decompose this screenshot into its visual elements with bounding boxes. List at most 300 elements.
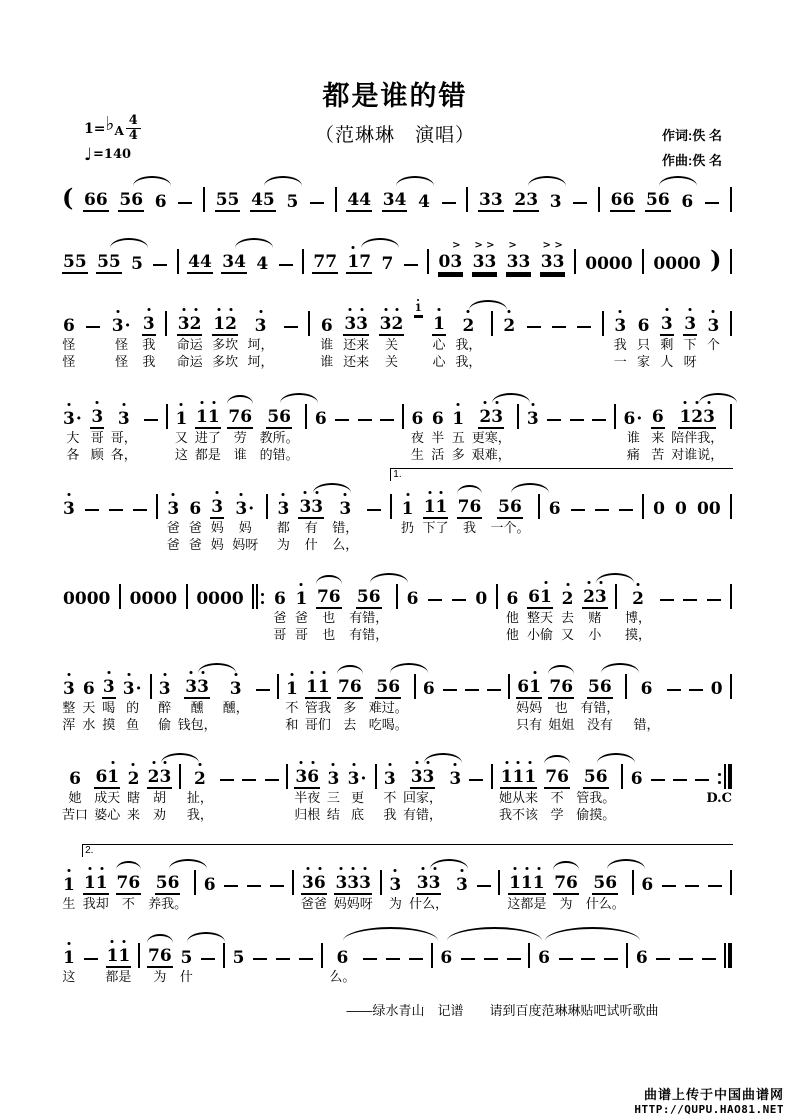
token — [594, 483, 610, 553]
dash — [465, 689, 479, 691]
note-digit: 1 — [286, 679, 298, 699]
note — [195, 573, 244, 609]
note — [229, 663, 243, 699]
note-digit: 2 — [128, 769, 140, 789]
note-digit: 3 — [295, 767, 307, 787]
barline-stroke — [598, 187, 600, 212]
dash — [256, 689, 270, 691]
lyric-line1: 这 — [62, 969, 76, 984]
note — [193, 753, 207, 789]
note-digit: 0 — [196, 589, 209, 609]
note-digits — [174, 409, 188, 429]
accent-mark: > — [554, 240, 563, 251]
note — [505, 573, 519, 609]
duration-dash — [688, 663, 704, 699]
octave-dot — [340, 867, 343, 870]
token — [438, 238, 464, 274]
note — [158, 663, 172, 699]
note-digit: 5 — [356, 587, 369, 607]
note — [375, 663, 401, 699]
lyric-line1: 心 — [432, 337, 446, 352]
note-digit: 0 — [708, 499, 721, 519]
note-digit: 3 > — [450, 252, 462, 272]
dash — [404, 264, 418, 266]
note-digit: 1 — [84, 873, 96, 893]
duration-dash — [570, 483, 586, 519]
note-digit: 5 — [583, 767, 596, 787]
lyric-line1: 妈 — [210, 520, 224, 535]
lyric-line2: 各， — [110, 447, 137, 462]
note-digits — [184, 677, 210, 699]
note-digit: 1 — [433, 314, 445, 334]
token — [478, 176, 504, 212]
note-digits — [215, 190, 241, 212]
barline — [194, 859, 196, 895]
note — [62, 393, 84, 429]
lyric-line1: 错， — [332, 520, 359, 535]
note — [474, 573, 488, 609]
token — [186, 573, 188, 643]
note-digit: 1 — [501, 767, 513, 787]
note-digit: 3 — [479, 190, 491, 210]
note — [516, 663, 542, 699]
note-digit: 5 — [74, 252, 87, 272]
dash — [443, 689, 457, 691]
token — [347, 753, 369, 823]
token — [154, 176, 168, 212]
note-digit: 1 — [521, 873, 533, 893]
note-digits — [335, 948, 349, 968]
octave-dot — [344, 493, 347, 496]
note-digits — [410, 767, 436, 789]
note-digits — [62, 875, 76, 895]
dash — [358, 419, 372, 421]
note-digits — [674, 499, 688, 519]
token — [455, 859, 469, 912]
note-digit: 3 — [63, 409, 75, 429]
token — [82, 663, 96, 733]
note — [416, 859, 442, 895]
duration-dash — [661, 859, 677, 895]
duration-dash — [84, 483, 100, 519]
note — [62, 300, 76, 336]
note-digit: 2 — [148, 767, 160, 787]
token — [269, 859, 285, 912]
barline — [491, 300, 493, 336]
lyric-line2: 的错。 — [259, 447, 299, 462]
octave-dot — [454, 763, 457, 766]
lyric-line2: 钱包， — [177, 717, 217, 732]
note — [232, 932, 246, 968]
token — [582, 573, 608, 643]
note-digits — [316, 587, 342, 609]
note-digit: 6 — [307, 767, 319, 787]
token — [332, 483, 358, 553]
octave-dot — [394, 869, 397, 872]
note — [379, 300, 405, 336]
note-digits — [379, 314, 405, 336]
barline — [203, 176, 205, 212]
lyric-line1: 关 — [384, 337, 398, 352]
note — [195, 393, 221, 429]
octave-dot — [310, 671, 313, 674]
octave-dot — [684, 401, 687, 404]
note-digit: 3 — [389, 875, 401, 895]
note-digit: 5 — [227, 190, 240, 210]
note-digit: 6 — [422, 679, 435, 699]
dash — [592, 419, 606, 421]
octave-dot — [312, 761, 315, 764]
octave-dot — [440, 491, 443, 494]
note — [680, 176, 694, 212]
lyric-line2: 学 — [550, 807, 564, 822]
token — [108, 483, 124, 553]
note — [187, 238, 213, 274]
octave-dot — [421, 867, 424, 870]
token — [613, 300, 627, 370]
lyric-line1: 谁 — [626, 430, 640, 445]
lyric-line2: 姐姐 — [548, 717, 575, 732]
lyric-line1: 不 — [383, 790, 397, 805]
note-digit: 4 — [234, 252, 246, 272]
barline-stroke — [730, 494, 732, 519]
note-digit: 5 — [262, 190, 275, 210]
note-digit: 1 — [107, 946, 119, 966]
token — [730, 300, 732, 370]
note-digit: 6 — [681, 192, 694, 212]
duration-dash — [441, 176, 457, 212]
note-digits — [382, 190, 408, 212]
token — [409, 859, 448, 912]
lyric-line2: 哥 — [273, 627, 287, 642]
lyric-line1: 剩 — [660, 337, 674, 352]
note-digit: 3 — [302, 873, 314, 893]
lyric-line2: 多坎 — [212, 354, 239, 369]
barline — [431, 932, 433, 968]
token — [706, 573, 722, 643]
note-digits — [294, 589, 308, 609]
token — [505, 573, 519, 643]
octave-dot — [588, 581, 591, 584]
lyric-line1: 有错， — [580, 700, 620, 715]
note-digits — [561, 589, 575, 609]
note-digits — [508, 873, 546, 895]
accent-mark: > — [542, 240, 551, 251]
note-digits — [416, 873, 442, 895]
dash — [619, 509, 633, 511]
lyric-line2: 怪 — [62, 354, 76, 369]
octave-dot — [122, 403, 125, 406]
note-digits — [118, 190, 144, 212]
note-digit: 4 — [359, 190, 372, 210]
note-digit: 0 — [665, 254, 678, 274]
note-digit: 2 — [190, 314, 202, 334]
note-digit: 7 — [337, 677, 350, 697]
token — [401, 483, 415, 553]
barline — [156, 483, 158, 519]
note-digit: 0 — [608, 254, 621, 274]
duration-dash — [385, 932, 401, 968]
lyric-line1: 瞎 — [126, 790, 140, 805]
note-digits — [96, 252, 122, 274]
note — [250, 176, 276, 212]
token — [294, 753, 320, 823]
note — [455, 859, 469, 895]
note-digit: 0 — [86, 589, 99, 609]
token — [730, 393, 732, 463]
barline — [598, 176, 600, 212]
note-digit: 1 — [63, 948, 75, 968]
note-digit: 2 — [632, 589, 644, 609]
lyric-line2: 妈 — [210, 537, 224, 552]
token — [179, 932, 193, 985]
token — [305, 393, 307, 463]
note-digits — [337, 677, 363, 699]
token — [283, 300, 299, 370]
note-digits — [422, 679, 436, 699]
dash — [705, 202, 719, 204]
token — [537, 932, 551, 985]
note — [622, 393, 644, 429]
note-digit: 3 — [518, 252, 531, 272]
dash — [695, 779, 709, 781]
duration-dash — [246, 859, 262, 895]
score-line — [62, 300, 732, 373]
token — [210, 483, 224, 553]
note-digit: 6 — [82, 679, 95, 699]
note-digit: 6 — [517, 677, 530, 697]
duration-dash — [483, 932, 499, 968]
duration-dash — [278, 238, 294, 274]
duration-dash — [379, 393, 395, 429]
token — [221, 238, 247, 274]
barline-stroke — [498, 870, 500, 895]
barline — [186, 573, 188, 609]
dash — [577, 326, 591, 328]
octave-dot — [67, 869, 70, 872]
octave-dot — [240, 493, 243, 496]
duration-dash — [451, 573, 467, 609]
lyric-line1: 难过。 — [368, 700, 408, 715]
note — [401, 483, 415, 519]
note-digit: 6 — [469, 497, 482, 517]
note-digits — [266, 407, 292, 429]
token — [701, 932, 717, 985]
note-digit: 3 — [491, 407, 503, 427]
note — [630, 753, 644, 789]
note-digits — [147, 767, 173, 789]
note — [116, 859, 142, 895]
token — [223, 932, 225, 985]
note — [696, 483, 722, 519]
note-digit: 3 > — [541, 252, 553, 272]
token — [366, 483, 382, 553]
note-digit: 3 — [160, 767, 172, 787]
barline-stroke — [375, 764, 377, 789]
barline-stroke — [396, 584, 398, 609]
note-digit: 3 — [211, 497, 223, 517]
note — [610, 176, 636, 212]
note-digit: 4 — [256, 254, 269, 274]
note-digit: 3 — [417, 873, 429, 893]
dash — [253, 958, 267, 960]
token — [298, 483, 324, 553]
dash — [527, 326, 541, 328]
barline-stroke — [305, 404, 307, 429]
note-digits — [83, 190, 109, 212]
note — [320, 300, 334, 336]
lyric-line1: 赌 — [588, 610, 602, 625]
note — [417, 176, 431, 212]
barline-stroke — [625, 674, 627, 699]
note-digits — [613, 316, 627, 336]
token — [273, 573, 287, 643]
note — [356, 573, 382, 609]
barline — [179, 753, 181, 789]
note — [102, 663, 116, 699]
note-digit: 5 — [267, 407, 280, 427]
note-digits — [229, 679, 243, 699]
lyric-line2: 我不该 — [498, 807, 538, 822]
lyric-line2: 痛 — [626, 447, 640, 462]
note-digits — [102, 677, 116, 699]
augmentation-dot: · — [360, 769, 367, 789]
note-digit: 5 — [155, 873, 168, 893]
note-digit: 6 — [273, 589, 286, 609]
duration-dash — [591, 393, 607, 429]
token — [474, 573, 488, 643]
note — [383, 753, 397, 789]
note-digit: 0 — [153, 589, 166, 609]
duration-dash — [551, 300, 567, 336]
token — [278, 238, 294, 274]
duration-dash — [706, 573, 722, 609]
octave-dot — [352, 246, 355, 249]
note — [203, 859, 217, 895]
note — [423, 483, 449, 519]
lyric-line2: 结 — [326, 807, 340, 822]
note-digits — [553, 873, 579, 895]
token — [570, 483, 586, 553]
lyric-line1: 生 — [62, 896, 76, 911]
note-digit: 6 — [131, 190, 144, 210]
note-digit: 6 — [128, 873, 141, 893]
lyric-line1: 去 — [561, 610, 575, 625]
note-digit: 0 — [63, 589, 75, 609]
barline — [626, 932, 628, 968]
dash — [367, 509, 381, 511]
token — [527, 573, 553, 643]
dash — [571, 509, 585, 511]
lyric-line1: 不 — [550, 790, 564, 805]
note-digit: 0 — [688, 254, 701, 274]
token — [292, 859, 294, 912]
lyric-line2: 爸 — [188, 537, 202, 552]
note-digits — [438, 240, 464, 274]
note — [540, 238, 566, 274]
octave-dot — [190, 671, 193, 674]
lyric-line2: 么， — [332, 537, 359, 552]
note — [381, 238, 395, 274]
note-digit: 6 — [599, 677, 612, 697]
note — [316, 573, 342, 609]
token — [335, 176, 337, 212]
token — [516, 663, 542, 733]
token — [83, 932, 99, 985]
note — [142, 300, 156, 336]
lyric-line2: 偷 — [158, 717, 172, 732]
note-digits — [513, 190, 539, 212]
slur-arc — [511, 483, 549, 493]
parenthesis: ( — [62, 183, 74, 212]
lyric-line1: 醺， — [222, 700, 249, 715]
note-digit: 3 — [549, 192, 562, 212]
note-digits — [584, 254, 633, 274]
note-digit: 1 — [533, 873, 545, 893]
octave-dot — [438, 308, 441, 311]
barline-stroke — [203, 187, 205, 212]
lyric-line1: 整天 — [526, 610, 553, 625]
lyric-line2: 归根 — [294, 807, 321, 822]
token — [730, 573, 732, 643]
lyric-line2: 只有 — [516, 717, 543, 732]
lyric-line2: 哥们 — [304, 717, 331, 732]
token — [383, 753, 397, 823]
token — [614, 393, 616, 463]
note-digits — [549, 192, 563, 212]
lyric-line2: 关 — [384, 354, 398, 369]
lyric-line1: 管我 — [304, 700, 331, 715]
augmentation-dot: · — [248, 499, 255, 519]
lyric-line2: 苦 — [651, 447, 665, 462]
duration-dash — [580, 932, 596, 968]
note-digits — [298, 497, 324, 519]
note-digit: 2 — [583, 587, 595, 607]
token — [285, 176, 299, 212]
note-digit: 3 — [299, 497, 311, 517]
octave-dot — [259, 310, 262, 313]
token — [655, 932, 671, 985]
note-digits — [527, 587, 553, 609]
token — [403, 753, 442, 823]
lyric-line1: 博， — [625, 610, 652, 625]
barline-stroke — [252, 584, 254, 609]
slur-arc — [316, 575, 342, 584]
note-digit: 3 — [178, 314, 190, 334]
token — [246, 859, 262, 912]
barline — [305, 393, 307, 429]
token — [704, 176, 720, 212]
note-digit: 1 — [318, 677, 330, 697]
duration-dash — [442, 663, 458, 699]
note-digit: 3 > — [473, 252, 485, 272]
repeat-dots — [718, 773, 721, 784]
note — [337, 663, 363, 699]
note — [410, 753, 436, 789]
barline — [496, 573, 498, 609]
note-digit: 5 — [232, 948, 245, 968]
dash — [570, 419, 584, 421]
lyric-line1: 这都是 — [507, 896, 547, 911]
lyric-line1: 怪 — [115, 337, 129, 352]
note — [117, 393, 131, 429]
token — [260, 393, 299, 463]
lyric-line2: 怪 — [115, 354, 129, 369]
token — [517, 393, 519, 463]
note-digit: 6 — [349, 677, 362, 697]
note-digit: 7 — [147, 946, 160, 966]
duration-dash — [682, 573, 698, 609]
